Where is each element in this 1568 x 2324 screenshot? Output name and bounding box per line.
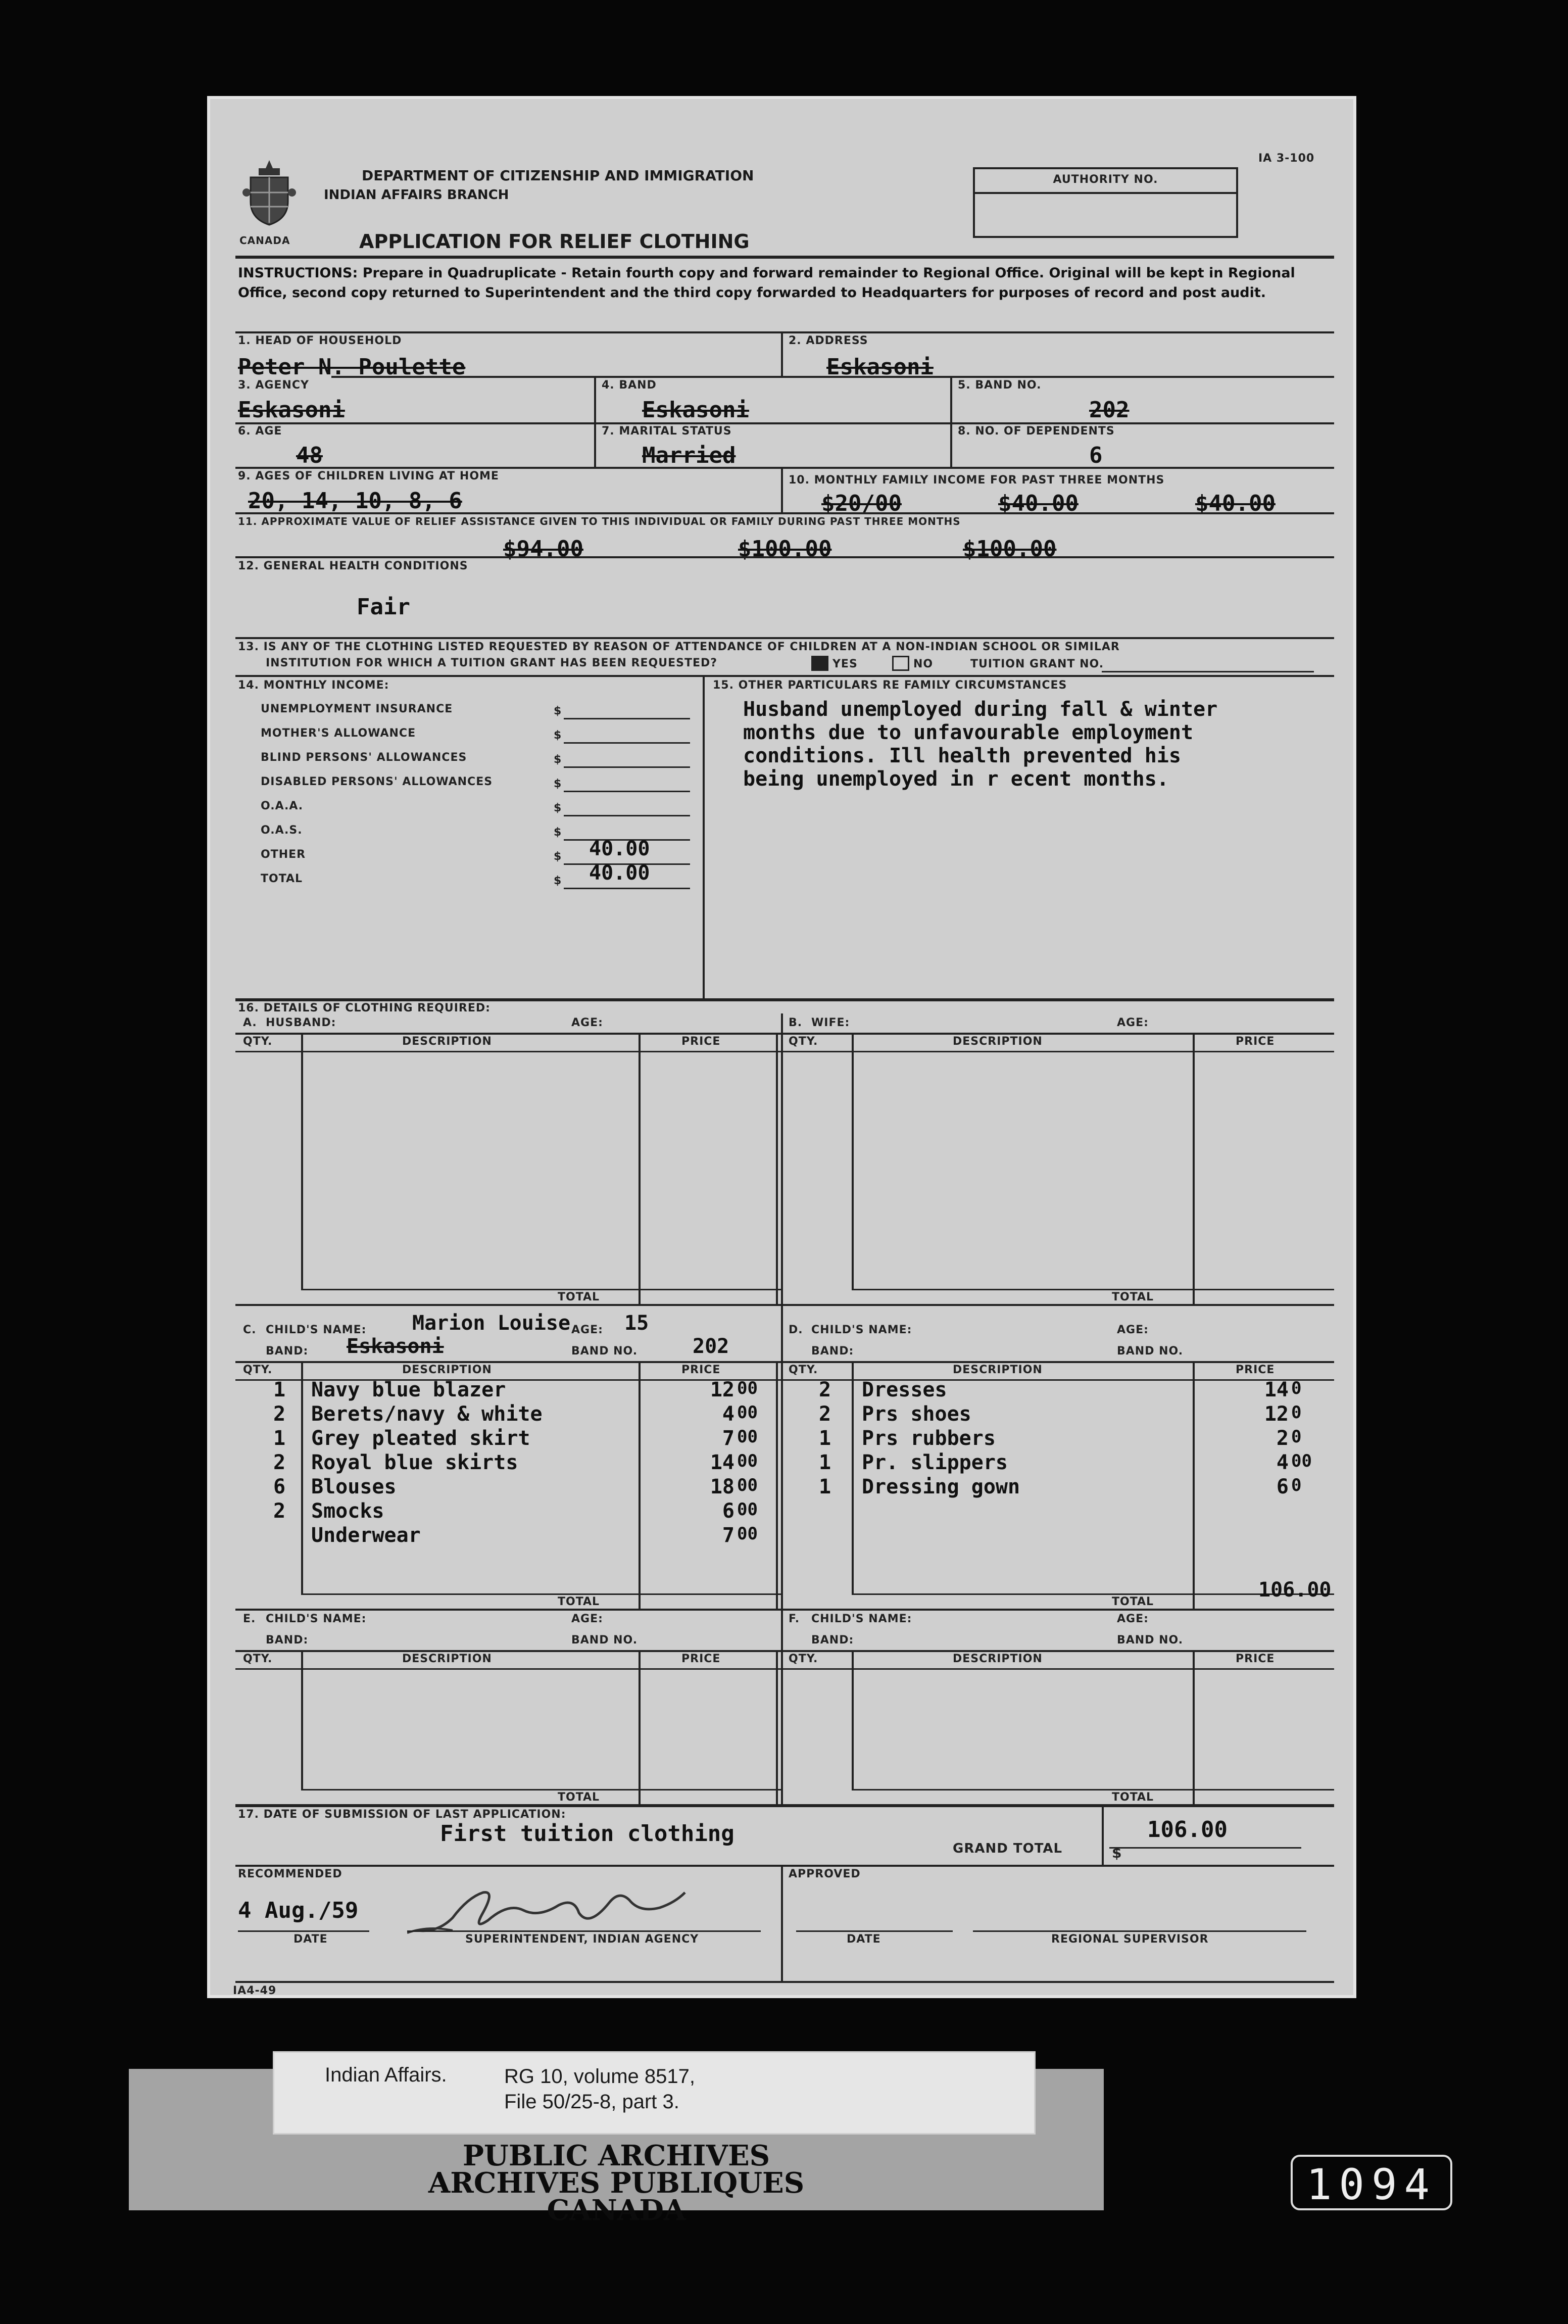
income-item-label: OTHER (261, 848, 306, 861)
item-price: 4 (1276, 1451, 1289, 1474)
total-label: TOTAL (558, 1291, 600, 1303)
children-ages-label: 9. AGES OF CHILDREN LIVING AT HOME (238, 470, 499, 482)
section-b-age-label: AGE: (1117, 1016, 1149, 1029)
item-price: 6 (722, 1499, 734, 1523)
item-price-cents: 0 (1291, 1378, 1302, 1398)
block-bottom-rule (781, 1609, 1334, 1611)
regional-supervisor-label: REGIONAL SUPERVISOR (1051, 1933, 1209, 1946)
band-no-value: 202 (1089, 397, 1130, 423)
band-value: Eskasoni (642, 397, 749, 423)
authority-box (973, 167, 1238, 238)
item-description: Pr. slippers (862, 1451, 1008, 1474)
qty-header: QTY. (789, 1653, 818, 1665)
archive-reference (504, 2064, 695, 2114)
section-d-band-no-label: BAND NO. (1117, 1345, 1184, 1358)
total-label: TOTAL (1112, 1291, 1154, 1303)
particulars-line-4: being unemployed in r ecent months. (743, 767, 1169, 791)
item-price: 7 (722, 1427, 734, 1450)
total-label: TOTAL (1112, 1791, 1154, 1804)
children-ages-value: 20, 14, 10, 8, 6 (248, 488, 462, 514)
form-code: IA4-49 (233, 1984, 277, 1997)
details-label: 16. DETAILS OF CLOTHING REQUIRED: (238, 1002, 491, 1014)
section-f-label: CHILD'S NAME: (811, 1613, 912, 1625)
income-item-dollar: $ (554, 778, 562, 790)
table-header-underline (235, 1668, 781, 1670)
item-description: Underwear (311, 1524, 421, 1547)
item-price-cents: 00 (737, 1402, 758, 1423)
section-e-band-label: BAND: (266, 1634, 309, 1647)
department-name: DEPARTMENT OF CITIZENSHIP AND IMMIGRATION (362, 167, 754, 184)
total-rule (301, 1289, 781, 1290)
total-rule (852, 1289, 1334, 1290)
income-item-label: TOTAL (261, 873, 303, 885)
price-header: PRICE (1236, 1653, 1275, 1665)
instructions-label: INSTRUCTIONS: (238, 265, 358, 281)
head-of-household-value: Peter N. Poulette (238, 354, 466, 380)
income-month-2: $40.00 (998, 491, 1079, 516)
instructions-text: Prepare in Quadruplicate - Retain fourth copy and forward remainder to Regional Office. Original will be kept in Regional Office, second copy returned to Superintendent and the third copy forwarded to Headquarters for purposes of record and post audit. (238, 265, 1295, 301)
item-price-cents: 0 (1291, 1427, 1302, 1447)
relief-label: 11. APPROXIMATE VALUE OF RELIEF ASSISTANCE GIVEN TO THIS INDIVIDUAL OR FAMILY DURING PAST THREE MONTHS (238, 515, 961, 527)
qty-header: QTY. (243, 1035, 273, 1048)
item-price-cents: 0 (1291, 1475, 1302, 1495)
section-b-letter: B. (789, 1016, 803, 1029)
section-d-letter: D. (789, 1324, 803, 1336)
relief-month-2: $100.00 (738, 536, 832, 562)
section-c-band-label: BAND: (266, 1345, 309, 1358)
section-f-band-label: BAND: (811, 1634, 854, 1647)
q13-no-checkbox[interactable] (892, 656, 909, 671)
monthly-income-three-label: 10. MONTHLY FAMILY INCOME FOR PAST THREE MONTHS (789, 474, 1165, 487)
item-price: 6 (1276, 1475, 1289, 1498)
canada-crest-icon (241, 157, 297, 228)
income-item-line (564, 718, 690, 719)
item-qty: 1 (819, 1451, 831, 1474)
qty-column-rule (852, 1361, 854, 1593)
income-item-label: MOTHER'S ALLOWANCE (261, 727, 416, 740)
income-month-3: $40.00 (1195, 491, 1276, 516)
monthly-income-label: 14. MONTHLY INCOME: (238, 679, 389, 692)
price-header: PRICE (681, 1035, 721, 1048)
item-price-cents: 00 (737, 1475, 758, 1495)
income-item-dollar: $ (554, 729, 562, 742)
archive-stamp-line-1: PUBLIC ARCHIVES (462, 2139, 770, 2172)
income-item-label: O.A.S. (261, 824, 303, 837)
tuition-grant-label: TUITION GRANT NO. (970, 658, 1104, 670)
block-bottom-rule (235, 1609, 781, 1611)
price-header: PRICE (1236, 1364, 1275, 1376)
q13-no-label: NO (913, 658, 934, 670)
grand-total-dollar: $ (1112, 1845, 1122, 1861)
item-description: Blouses (311, 1475, 397, 1498)
relief-month-3: $100.00 (963, 536, 1057, 562)
instructions (238, 263, 1327, 303)
last-application-value: First tuition clothing (440, 1821, 734, 1847)
item-price-cents: 00 (737, 1378, 758, 1398)
item-description: Prs rubbers (862, 1427, 996, 1450)
approval-date-label: DATE (847, 1933, 881, 1946)
qty-column-rule (301, 1361, 303, 1593)
branch-name: INDIAN AFFAIRS BRANCH (324, 187, 509, 203)
total-label: TOTAL (558, 1791, 600, 1804)
desc-column-rule (1193, 1650, 1195, 1804)
income-item-value: 40.00 (589, 861, 650, 885)
description-header: DESCRIPTION (953, 1364, 1043, 1376)
item-price: 2 (1276, 1427, 1289, 1450)
q13-line1: 13. IS ANY OF THE CLOTHING LISTED REQUESTED BY REASON OF ATTENDANCE OF CHILDREN AT A NON-INDIAN SCHOOL OR SIMILAR (238, 641, 1120, 653)
section-f-letter: F. (789, 1613, 800, 1625)
item-description: Navy blue blazer (311, 1378, 506, 1401)
agency-label: 3. AGENCY (238, 379, 309, 392)
block-bottom-rule (781, 1304, 1334, 1306)
archive-label-line-2: RG 10, volume 8517, (504, 2065, 695, 2088)
item-qty: 2 (273, 1402, 286, 1426)
income-item-dollar: $ (554, 850, 562, 863)
table-header-rule (235, 1361, 781, 1363)
income-item-dollar: $ (554, 802, 562, 814)
particulars-line-3: conditions. Ill health prevented his (743, 744, 1181, 767)
section-e-letter: E. (243, 1613, 256, 1625)
child-band-value: Eskasoni (347, 1335, 444, 1358)
last-application-label: 17. DATE OF SUBMISSION OF LAST APPLICATION: (238, 1808, 566, 1821)
item-qty: 2 (819, 1402, 831, 1426)
section-f-age-label: AGE: (1117, 1613, 1149, 1625)
desc-column-rule (1193, 1361, 1195, 1609)
income-item-dollar: $ (554, 753, 562, 766)
desc-column-rule (639, 1361, 641, 1609)
income-item-dollar: $ (554, 875, 562, 887)
frame-number: 1094 (1306, 2160, 1437, 2209)
agency-value: Eskasoni (238, 397, 345, 423)
form-sheet (207, 96, 1356, 1998)
income-item-label: O.A.A. (261, 800, 304, 812)
section-c-age-label: AGE: (571, 1324, 603, 1336)
item-qty: 6 (273, 1475, 286, 1498)
price-column-rule (776, 1650, 778, 1804)
address-value: Eskasoni (826, 354, 934, 380)
particulars-line-1: Husband unemployed during fall & winter (743, 698, 1218, 721)
archive-stamp-line-2: ARCHIVES PUBLIQUES (428, 2166, 805, 2200)
block-divider (781, 1013, 783, 1804)
section-e-band-no-label: BAND NO. (571, 1634, 638, 1647)
item-qty: 1 (819, 1427, 831, 1450)
income-item-line (564, 766, 690, 768)
q13-line2: INSTITUTION FOR WHICH A TUITION GRANT HAS BEEN REQUESTED? (266, 657, 717, 669)
approved-label: APPROVED (789, 1868, 861, 1880)
section-c-band-no-label: BAND NO. (571, 1345, 638, 1358)
grand-total-value: 106.00 (1147, 1817, 1228, 1843)
child-name-value: Marion Louise (412, 1312, 571, 1335)
item-description: Berets/navy & white (311, 1402, 543, 1426)
income-item-line (564, 742, 690, 744)
marital-status-label: 7. MARITAL STATUS (602, 425, 732, 438)
price-header: PRICE (1236, 1035, 1275, 1048)
item-description: Grey pleated skirt (311, 1427, 530, 1450)
section-a-age-label: AGE: (571, 1016, 603, 1029)
table-header-rule (781, 1361, 1334, 1363)
rec-date-label: DATE (293, 1933, 328, 1946)
health-label: 12. GENERAL HEALTH CONDITIONS (238, 560, 468, 572)
item-price: 4 (722, 1402, 734, 1426)
item-qty: 1 (273, 1427, 286, 1450)
qty-column-rule (852, 1650, 854, 1789)
section-e-label: CHILD'S NAME: (266, 1613, 367, 1625)
qty-column-rule (301, 1650, 303, 1789)
archive-label (273, 2051, 1036, 2135)
item-description: Smocks (311, 1499, 384, 1523)
child-age-value: 15 (624, 1312, 649, 1335)
qty-header: QTY. (789, 1035, 818, 1048)
address-label: 2. ADDRESS (789, 334, 868, 347)
superintendent-label: SUPERINTENDENT, INDIAN AGENCY (465, 1933, 699, 1946)
authority-label: AUTHORITY NO. (1053, 173, 1158, 186)
section-a-label: HUSBAND: (266, 1016, 336, 1029)
recommended-label: RECOMMENDED (238, 1868, 342, 1880)
income-item-label: DISABLED PERSONS' ALLOWANCES (261, 776, 493, 788)
total-rule (852, 1789, 1334, 1790)
item-price: 12 (1264, 1402, 1289, 1426)
item-price-cents: 00 (737, 1524, 758, 1544)
section-d-band-label: BAND: (811, 1345, 854, 1358)
archive-label-line-1: Indian Affairs. (325, 2064, 447, 2086)
income-item-line (564, 888, 690, 889)
qty-header: QTY. (243, 1653, 273, 1665)
table-header-rule (781, 1033, 1334, 1035)
total-rule (301, 1593, 781, 1595)
item-qty: 1 (273, 1378, 286, 1401)
table-header-rule (781, 1650, 1334, 1652)
income-item-line (564, 791, 690, 792)
qty-column-rule (852, 1033, 854, 1289)
item-description: Dresses (862, 1378, 947, 1401)
crest-caption: CANADA (239, 234, 290, 247)
form-title: APPLICATION FOR RELIEF CLOTHING (359, 230, 750, 253)
item-price-cents: 0 (1291, 1402, 1302, 1423)
particulars-label: 15. OTHER PARTICULARS RE FAMILY CIRCUMSTANCES (713, 679, 1067, 692)
dependents-value: 6 (1089, 443, 1103, 468)
health-value: Fair (357, 594, 410, 620)
archive-label-line-3: File 50/25-8, part 3. (504, 2091, 679, 2113)
total-rule (301, 1789, 781, 1790)
description-header: DESCRIPTION (402, 1653, 492, 1665)
band-label: 4. BAND (602, 379, 657, 392)
income-item-value: 40.00 (589, 837, 650, 860)
desc-column-rule (639, 1033, 641, 1304)
marital-status-value: Married (642, 443, 736, 468)
table-header-underline (781, 1668, 1334, 1670)
item-price: 14 (1264, 1378, 1289, 1401)
particulars-text (743, 698, 1217, 791)
relief-month-1: $94.00 (503, 536, 583, 562)
item-description: Dressing gown (862, 1475, 1020, 1498)
section-d-label: CHILD'S NAME: (811, 1324, 912, 1336)
form-number: IA 3-100 (1258, 152, 1315, 165)
section-c-label: CHILD'S NAME: (266, 1324, 367, 1336)
item-qty: 2 (819, 1378, 831, 1401)
price-column-rule (776, 1033, 778, 1304)
income-item-dollar: $ (554, 705, 562, 717)
section-f-band-no-label: BAND NO. (1117, 1634, 1184, 1647)
description-header: DESCRIPTION (402, 1364, 492, 1376)
section-c-letter: C. (243, 1324, 257, 1336)
table-header-underline (781, 1051, 1334, 1052)
age-value: 48 (296, 443, 323, 468)
total-label: TOTAL (558, 1595, 600, 1608)
table-header-rule (235, 1033, 781, 1035)
item-qty: 2 (273, 1451, 286, 1474)
table-header-rule (235, 1650, 781, 1652)
item-description: Prs shoes (862, 1402, 971, 1426)
dependents-label: 8. NO. OF DEPENDENTS (958, 425, 1115, 438)
recommended-date: 4 Aug./59 (238, 1898, 359, 1923)
total-label: TOTAL (1112, 1595, 1154, 1608)
income-item-dollar: $ (554, 826, 562, 839)
description-header: DESCRIPTION (953, 1653, 1043, 1665)
section-d-total-value: 106.00 (1258, 1578, 1332, 1602)
qty-header: QTY. (243, 1364, 273, 1376)
head-of-household-label: 1. HEAD OF HOUSEHOLD (238, 334, 402, 347)
item-price-cents: 00 (737, 1451, 758, 1471)
description-header: DESCRIPTION (402, 1035, 492, 1048)
qty-column-rule (301, 1033, 303, 1289)
description-header: DESCRIPTION (953, 1035, 1043, 1048)
q13-yes-checkbox[interactable] (811, 656, 828, 671)
income-item-label: UNEMPLOYMENT INSURANCE (261, 703, 453, 715)
income-item-line (564, 815, 690, 816)
item-price-cents: 00 (737, 1427, 758, 1447)
grand-total-label: GRAND TOTAL (953, 1841, 1063, 1856)
table-header-underline (235, 1051, 781, 1052)
price-column-rule (776, 1361, 778, 1609)
section-b-label: WIFE: (811, 1016, 850, 1029)
price-header: PRICE (681, 1364, 721, 1376)
desc-column-rule (639, 1650, 641, 1804)
section-d-age-label: AGE: (1117, 1324, 1149, 1336)
item-price: 18 (710, 1475, 734, 1498)
item-qty: 2 (273, 1499, 286, 1523)
price-header: PRICE (681, 1653, 721, 1665)
income-month-1: $20/00 (821, 491, 902, 516)
archive-stamp-line-3: CANADA (547, 2194, 686, 2227)
frame-number-box (1291, 2155, 1452, 2210)
qty-header: QTY. (789, 1364, 818, 1376)
particulars-line-2: months due to unfavourable employment (743, 721, 1194, 744)
age-label: 6. AGE (238, 425, 282, 438)
item-description: Royal blue skirts (311, 1451, 518, 1474)
section-e-age-label: AGE: (571, 1613, 603, 1625)
block-bottom-rule (235, 1304, 781, 1306)
income-item-label: BLIND PERSONS' ALLOWANCES (261, 751, 467, 764)
item-price: 7 (722, 1524, 734, 1547)
item-price-cents: 00 (1291, 1451, 1312, 1471)
item-price: 12 (710, 1378, 734, 1401)
q13-yes-label: YES (832, 658, 858, 670)
item-qty: 1 (819, 1475, 831, 1498)
band-no-label: 5. BAND NO. (958, 379, 1042, 392)
desc-column-rule (1193, 1033, 1195, 1304)
child-band-no-value: 202 (693, 1335, 729, 1358)
archive-stamp (129, 2139, 1104, 2227)
item-price: 14 (710, 1451, 734, 1474)
section-a-letter: A. (243, 1016, 257, 1029)
item-price-cents: 00 (737, 1499, 758, 1520)
